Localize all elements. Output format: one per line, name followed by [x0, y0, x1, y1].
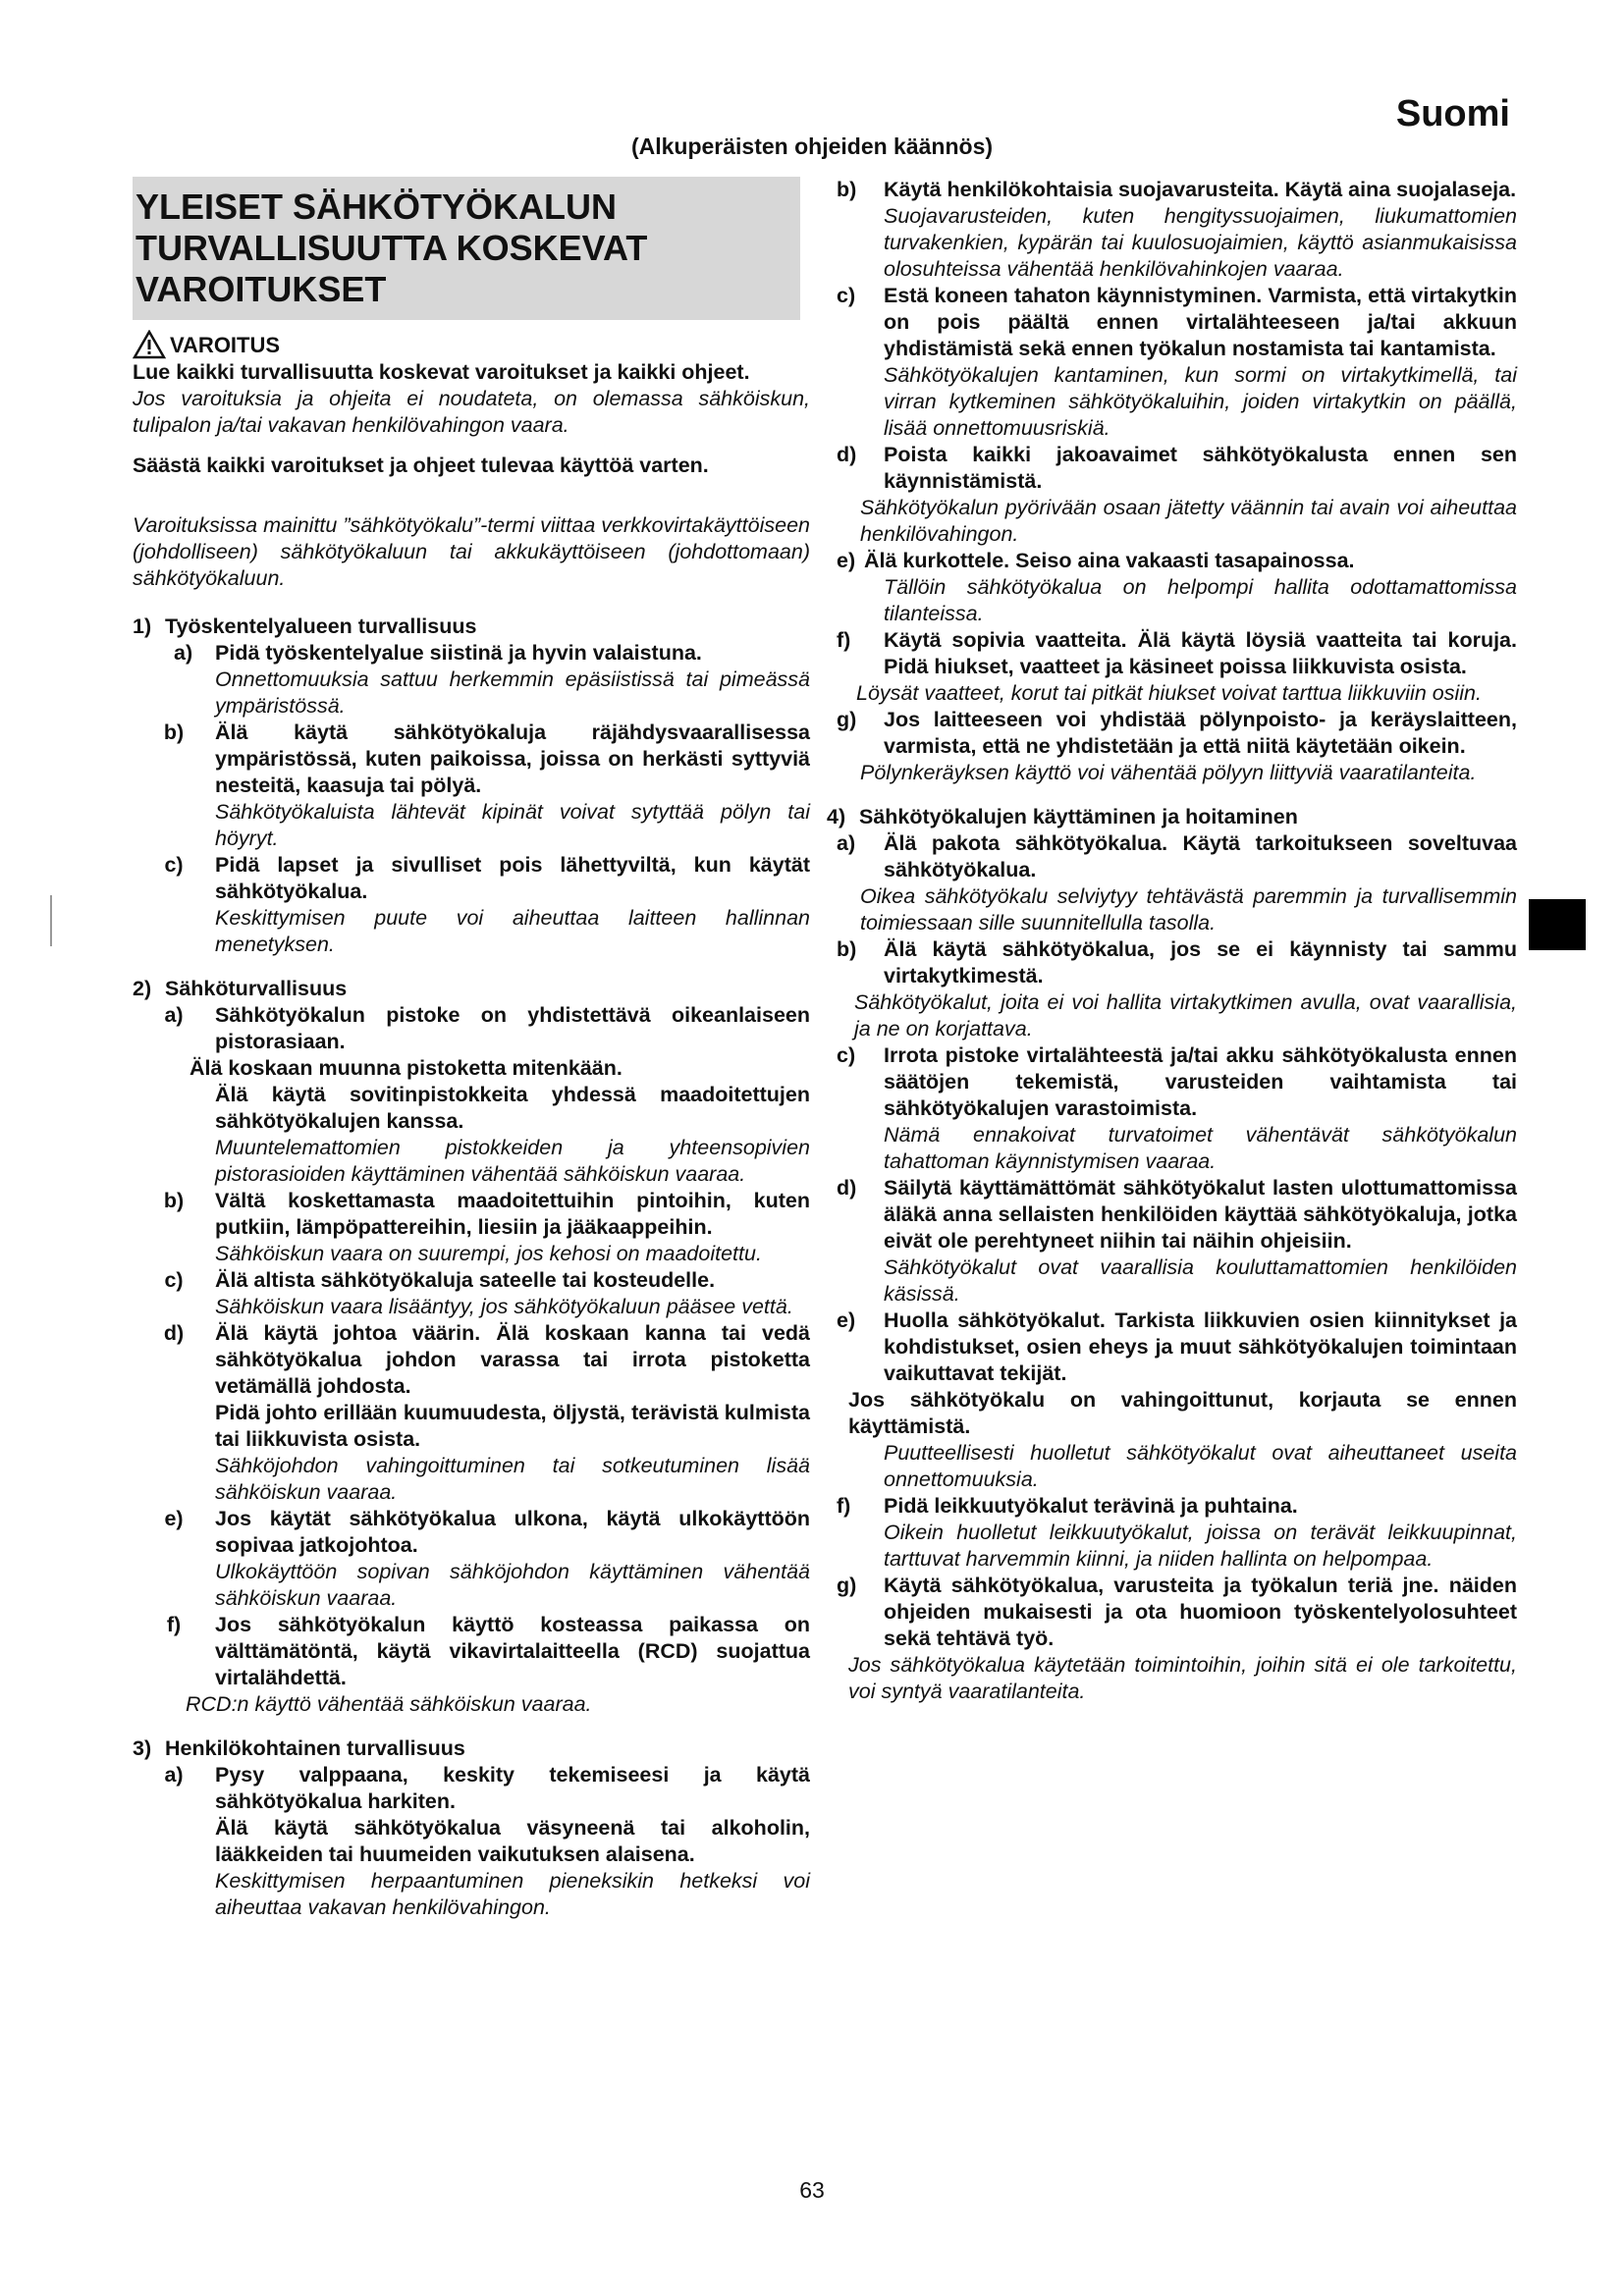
- item-note: Sähkötyökalut, joita ei voi hallita virtakytkimen avulla, ovat vaarallisia, ja ne on korjattava.: [854, 990, 1517, 1041]
- item-label: g): [837, 708, 857, 731]
- item-note: Jos sähkötyökalua käytetään toimintoihin, joihin sitä ei ole tarkoitettu, voi syntyä vaaratilanteita.: [848, 1653, 1517, 1703]
- item-label: d): [163, 1321, 185, 1345]
- item-text: Poista kaikki jakoavaimet sähkötyökalusta ennen sen käynnistämistä.: [884, 443, 1517, 493]
- intro-read: Lue kaikki turvallisuutta koskevat varoitukset ja kaikki ohjeet.: [133, 360, 750, 384]
- item-label: f): [837, 1494, 851, 1518]
- item-text: Käytä sopivia vaatteita. Älä käytä löysiä vaatteita tai koruja. Pidä hiukset, vaatteet ja käsineet poissa liikkuvista osista.: [884, 628, 1517, 678]
- list-item: [133, 1267, 810, 1320]
- item-label: e): [164, 1507, 184, 1530]
- item-label: b): [837, 937, 857, 961]
- item-note: Nämä ennakoivat turvatoimet vähentävät sähkötyökalun tahattoman käynnistymisen vaaraa.: [884, 1123, 1517, 1173]
- list-item: [133, 1002, 810, 1055]
- item-note: Sähköiskun vaara lisääntyy, jos sähkötyökaluun pääsee vettä.: [215, 1295, 793, 1318]
- item-text: Pidä lapset ja sivulliset pois lähettyviltä, kun käytät sähkötyökalua.: [215, 853, 810, 903]
- page-number: 63: [799, 2177, 825, 2203]
- section-number: 4): [827, 805, 846, 828]
- item-label: b): [837, 178, 857, 201]
- translation-subtitle: (Alkuperäisten ohjeiden käännös): [630, 133, 994, 159]
- list-item: [837, 177, 1517, 283]
- left-column: [133, 177, 810, 1921]
- item-note: Keskittymisen puute voi aiheuttaa laitteen hallinnan menetyksen.: [215, 906, 810, 956]
- section-3-heading: [133, 1735, 810, 1762]
- title-line-2: TURVALLISUUTTA KOSKEVAT: [135, 228, 648, 268]
- title-line-1: YLEISET SÄHKÖTYÖKALUN: [135, 187, 618, 227]
- section-4-heading: [827, 804, 1517, 830]
- section-title-text: Henkilökohtainen turvallisuus: [165, 1736, 465, 1760]
- language-label: Suomi: [1395, 93, 1510, 134]
- item-text: Jos käytät sähkötyökalua ulkona, käytä ulkokäyttöön sopivaa jatkojohtoa.: [215, 1507, 810, 1557]
- item-label: c): [837, 1043, 856, 1067]
- item-text: Säilytä käyttämättömät sähkötyökalut lasten ulottumattomissa äläkä anna sellaisten henkilöiden käyttää sähkötyökaluja, jotka eivät ole perehtyneet niihin tai näihin ohjeisiin.: [884, 1176, 1517, 1253]
- list-item: [133, 720, 810, 852]
- item-note: Sähköjohdon vahingoittuminen tai sotkeutuminen lisää sähköiskun vaaraa.: [215, 1454, 810, 1504]
- section-number: 1): [133, 614, 152, 638]
- item-label: f): [837, 628, 851, 652]
- warning-label: VAROITUS: [170, 332, 281, 357]
- item-text: Jos laitteeseen voi yhdistää pölynpoisto- ja keräyslaitteen, varmista, että ne yhdistetään ja että niitä käytetään oikein.: [884, 708, 1517, 758]
- item-text: Jos sähkötyökalun käyttö kosteassa paikassa on välttämätöntä, käytä vikavirtalaitteella (RCD) suojattua virtalähdettä.: [215, 1613, 810, 1689]
- item-text: Huolla sähkötyökalut. Tarkista liikkuvien osien kiinnitykset ja kohdistukset, osien eheys ja muut sähkötyökalujen toimintaan vaikuttavat tekijät.: [884, 1308, 1517, 1385]
- item-text: Älä pakota sähkötyökalua. Käytä tarkoitukseen soveltuvaa sähkötyökalua.: [884, 831, 1517, 881]
- item-text: Älä käytä sähkötyökalua väsyneenä tai alkoholin, lääkkeiden tai huumeiden vaikutuksen alaisena.: [215, 1816, 810, 1866]
- list-item: [837, 1042, 1517, 1175]
- item-text: Älä koskaan muunna pistoketta mitenkään.: [189, 1056, 623, 1080]
- warning-triangle-icon: [133, 330, 166, 359]
- section-title-text: Sähkötyökalujen käyttäminen ja hoitaminen: [859, 805, 1298, 828]
- item-label: e): [837, 549, 856, 572]
- item-text: Irrota pistoke virtalähteestä ja/tai akku sähkötyökalusta ennen säätöjen tekemistä, varusteiden vaihtamista tai sähkötyökalujen varastoimista.: [884, 1043, 1517, 1120]
- list-item: [837, 1175, 1517, 1308]
- item-note: Oikein huolletut leikkuutyökalut, joissa on terävät leikkuupinnat, tarttuvat harvemmin kiinni, ja niiden hallinta on helpompaa.: [884, 1521, 1517, 1571]
- item-text: Pidä työskentelyalue siistinä ja hyvin valaistuna.: [215, 641, 702, 665]
- list-item: [837, 830, 1517, 883]
- list-item: [133, 640, 810, 720]
- item-note: Sähkötyökaluista lähtevät kipinät voivat sytyttää pölyn tai höyryt.: [215, 800, 810, 850]
- item-label: a): [164, 1003, 184, 1027]
- item-text: Älä altista sähkötyökaluja sateelle tai kosteudelle.: [215, 1268, 716, 1292]
- item-text: Älä käytä sähkötyökaluja räjähdysvaarallisessa ympäristössä, kuten paikoissa, joissa on herkästi syttyviä nesteitä, kaasuja tai pölyä.: [215, 721, 810, 797]
- section-1-heading: [133, 614, 810, 640]
- item-note: Keskittymisen herpaantuminen pieneksikin hetkeksi voi aiheuttaa vakavan henkilövahingon.: [215, 1869, 810, 1919]
- item-label: c): [837, 284, 856, 307]
- item-text: Käytä henkilökohtaisia suojavarusteita. Käytä aina suojalaseja.: [884, 178, 1517, 201]
- item-note: Pölynkeräyksen käyttö voi vähentää pölyyn liittyviä vaaratilanteita.: [860, 761, 1477, 784]
- list-item: [837, 707, 1517, 760]
- list-item: [837, 442, 1517, 495]
- list-item: [837, 1308, 1517, 1387]
- item-note: Sähkötyökalut ovat vaarallisia kouluttamattomien henkilöiden käsissä.: [884, 1255, 1517, 1306]
- item-text: Jos sähkötyökalu on vahingoittunut, korjauta se ennen käyttämistä.: [848, 1388, 1517, 1438]
- intro-danger: Jos varoituksia ja ohjeita ei noudateta, on olemassa sähköiskun, tulipalon ja/tai vakavan henkilövahingon vaara.: [133, 387, 810, 437]
- item-note: Tällöin sähkötyökalua on helpompi hallita odottamattomissa tilanteissa.: [884, 575, 1517, 625]
- spacer: [133, 640, 174, 720]
- list-item: [133, 1762, 810, 1921]
- item-text: Pidä johto erillään kuumuudesta, öljystä, terävistä kulmista tai liikkuvista osista.: [215, 1401, 810, 1451]
- item-text: Pysy valppaana, keskity tekemiseesi ja käytä sähkötyökalua harkiten.: [215, 1763, 810, 1813]
- item-note: Oikea sähkötyökalu selviytyy tehtävästä paremmin ja turvallisemmin toimiessaan sille suunnitellulla tasolla.: [860, 884, 1517, 934]
- warning-heading: [133, 330, 810, 359]
- item-label: d): [837, 1176, 857, 1200]
- item-text: Estä koneen tahaton käynnistyminen. Varmista, että virtakytkin on pois päältä ennen virtalähteeseen ja/tai akkuun yhdistämistä sekä ennen työkalun nostamista tai kantamista.: [884, 284, 1517, 360]
- item-note: Puutteellisesti huolletut sähkötyökalut ovat aiheuttaneet useita onnettomuuksia.: [884, 1441, 1517, 1491]
- item-text: Älä käytä sähkötyökalua, jos se ei käynnisty tai sammu virtakytkimestä.: [884, 937, 1517, 988]
- section-title: [133, 177, 800, 320]
- item-text: Pidä leikkuutyökalut terävinä ja puhtaina.: [884, 1494, 1298, 1518]
- list-item: [133, 1320, 810, 1506]
- item-note: Suojavarusteiden, kuten hengityssuojaimen, liukumattomien turvakenkien, kypärän tai kuulosuojaimien, käyttö asianmukaisissa olosuhteissa vähentää henkilövahinkojen vaaraa.: [884, 204, 1517, 281]
- item-label: a): [164, 1763, 184, 1787]
- item-note: Sähkötyökalujen kantaminen, kun sormi on virtakytkimellä, tai virran kytkeminen sähkötyökaluihin, joiden virtakytkin on päällä, lisää onnettomuusriskiä.: [884, 363, 1517, 440]
- item-label: c): [164, 1268, 184, 1292]
- item-text: Älä kurkottele. Seiso aina vakaasti tasapainossa.: [864, 549, 1355, 572]
- item-text: Vältä koskettamasta maadoitettuihin pintoihin, kuten putkiin, lämpöpattereihin, liesiin ja jääkaappeihin.: [215, 1189, 810, 1239]
- item-text: Älä käytä sovitinpistokkeita yhdessä maadoitettujen sähkötyökalujen kanssa.: [215, 1083, 810, 1133]
- item-note: Ulkokäyttöön sopivan sähköjohdon käyttäminen vähentää sähköiskun vaaraa.: [215, 1560, 810, 1610]
- list-item: [133, 1612, 810, 1691]
- item-label: e): [837, 1308, 856, 1332]
- item-label: d): [837, 443, 857, 466]
- item-label: b): [163, 721, 185, 744]
- item-text: Älä käytä johtoa väärin. Älä koskaan kanna tai vedä sähkötyökalua johdon varassa tai irrota pistoketta vetämällä johdosta.: [215, 1321, 810, 1398]
- item-note: RCD:n käyttö vähentää sähköiskun vaaraa.: [186, 1692, 592, 1716]
- list-item: [133, 1506, 810, 1612]
- list-item: [837, 283, 1517, 442]
- title-line-3: VAROITUKSET: [135, 269, 387, 309]
- item-note: Löysät vaatteet, korut tai pitkät hiukset voivat tarttua liikkuviin osiin.: [856, 681, 1482, 705]
- section-2-heading: [133, 976, 810, 1002]
- intro-save: Säästä kaikki varoitukset ja ohjeet tulevaa käyttöä varten.: [133, 454, 709, 477]
- section-title-text: Työskentelyalueen turvallisuus: [165, 614, 477, 638]
- item-label: a): [837, 831, 856, 855]
- item-note: Muuntelemattomien pistokkeiden ja yhteensopivien pistorasioiden käyttäminen vähentää sähköiskun vaaraa.: [215, 1136, 810, 1186]
- item-note: Sähköiskun vaara on suurempi, jos kehosi on maadoitettu.: [215, 1242, 762, 1265]
- item-label: a): [174, 641, 193, 665]
- language-tab-marker: [1529, 899, 1586, 950]
- item-text: Käytä sähkötyökalua, varusteita ja työkalun teriä jne. näiden ohjeiden mukaisesti ja ota huomioon työskentelyolosuhteet sekä tehtävä työ.: [884, 1574, 1517, 1650]
- item-label: f): [166, 1613, 182, 1636]
- item-note: Sähkötyökalun pyörivään osaan jätetty väännin tai avain voi aiheuttaa henkilövahingon.: [860, 496, 1517, 546]
- list-item: [837, 1493, 1517, 1573]
- section-number: 3): [133, 1736, 152, 1760]
- item-label: b): [163, 1189, 185, 1212]
- section-title-text: Sähköturvallisuus: [165, 977, 348, 1000]
- list-item: [837, 1573, 1517, 1652]
- item-text: Sähkötyökalun pistoke on yhdistettävä oikeanlaiseen pistorasiaan.: [215, 1003, 810, 1053]
- list-item: [133, 852, 810, 958]
- list-item: [837, 548, 1517, 574]
- list-item: [133, 1188, 810, 1267]
- item-label: c): [164, 853, 184, 877]
- item-note: Onnettomuuksia sattuu herkemmin epäsiistissä tai pimeässä ympäristössä.: [215, 667, 810, 718]
- list-item: [837, 936, 1517, 989]
- intro-term: Varoituksissa mainittu ”sähkötyökalu”-termi viittaa verkkovirtakäyttöiseen (johdolliseen) sähkötyökaluun tai akkukäyttöiseen (johdottomaan) sähkötyökaluun.: [133, 513, 810, 590]
- section-number: 2): [133, 977, 152, 1000]
- right-column: [827, 177, 1517, 1705]
- item-label: g): [837, 1574, 857, 1597]
- margin-mark: [50, 895, 52, 946]
- list-item: [837, 627, 1517, 680]
